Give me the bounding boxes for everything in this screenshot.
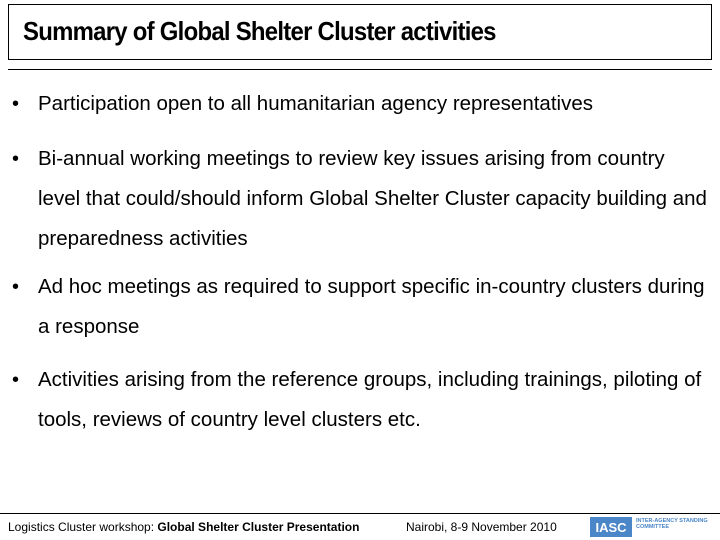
footer-workshop-text: Logistics Cluster workshop: [8,520,158,534]
bullet-text: Activities arising from the reference groups, including trainings, piloting of tools, reviews of country level clusters etc. [38,368,702,431]
footer-presentation-label [8,520,359,534]
slide-title: Summary of Global Shelter Cluster activities [23,16,496,46]
bullet-marker: • [12,276,20,298]
iasc-logo: IASC [590,517,632,537]
title-box [8,4,712,60]
bullet-text: Participation open to all humanitarian agency representatives [38,92,593,115]
footer-date-location: Nairobi, 8-9 November 2010 [406,520,557,534]
bullet-marker: • [12,369,20,391]
bullet-text: Bi-annual working meetings to review key issues arising from country level that could/should inform Global Shelter Cluster capacity building and preparedness activities [38,147,707,250]
footer-divider [0,513,720,514]
title-divider [8,69,712,70]
bullet-marker: • [12,148,20,170]
iasc-logo-subtext: INTER-AGENCY STANDING COMMITTEE [636,518,708,530]
bullet-marker: • [12,93,20,115]
bullet-text: Ad hoc meetings as required to support specific in-country clusters during a response [38,275,705,338]
footer-presentation-title: Global Shelter Cluster Presentation [157,520,360,534]
